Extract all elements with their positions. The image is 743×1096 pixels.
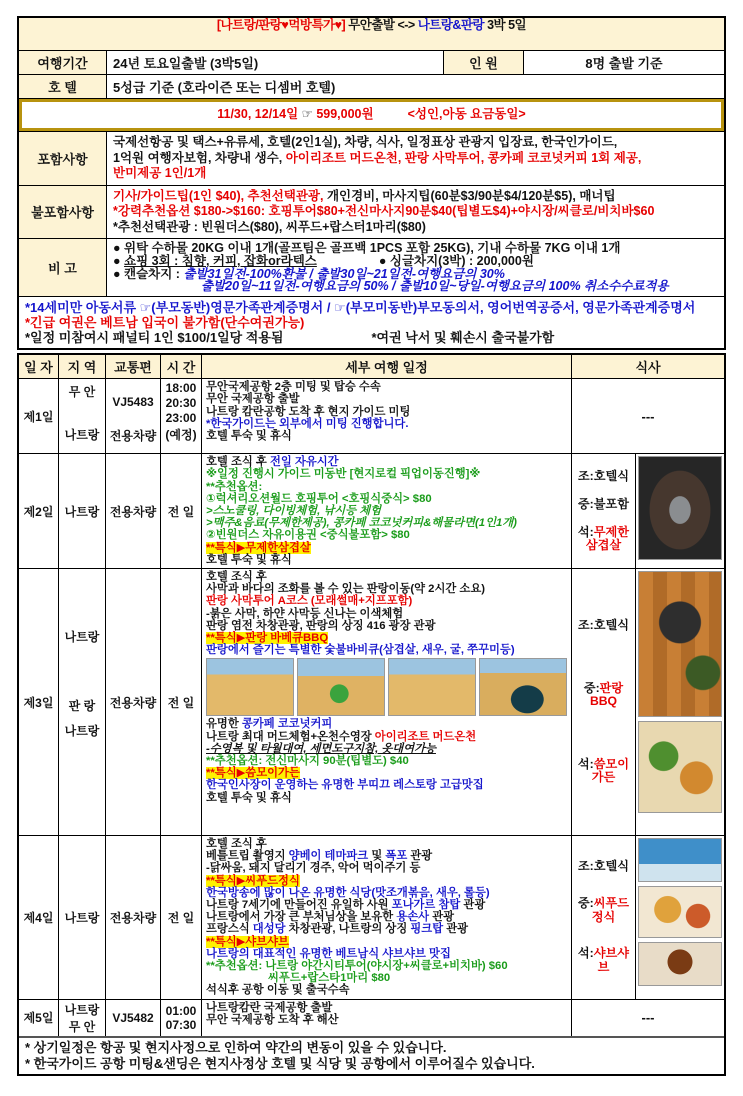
label-remark: 비 고 [19, 239, 107, 296]
meal-cell: --- [641, 408, 655, 424]
schedule-cell [202, 1000, 572, 1036]
text-line [206, 595, 412, 607]
text-line [206, 767, 300, 779]
text-line [206, 1002, 332, 1014]
text-segment: 무안 국제공항 도착 후 해산 [206, 1013, 339, 1026]
text-segment: 핑크탑 [410, 923, 444, 936]
time-cell: 전 일 [161, 454, 202, 568]
label-hotel: 호 텔 [19, 75, 107, 98]
meal-cell: --- [641, 1010, 655, 1026]
text-segment: -수영복 및 타월대여, 세면도구지참, 옷대여가능 [206, 742, 436, 755]
text-segment: 3박 5일 [484, 18, 527, 32]
text-segment: * 상기일정은 항공 및 현지사정으로 인하여 약간의 변동이 있을 수 있습니다. [25, 1039, 447, 1055]
price-banner [19, 99, 724, 131]
text-segment: ☞ [301, 107, 313, 122]
text-line [206, 571, 267, 583]
transport-cell: VJ5482 [106, 1000, 161, 1036]
text-segment: **특식▶샤브샤브 [206, 935, 289, 948]
included-row [19, 132, 724, 186]
excluded-row [19, 186, 724, 240]
text-line [206, 517, 517, 529]
text-line [206, 792, 292, 804]
transport-cell: 전용차량 [106, 569, 161, 835]
text-line [113, 220, 718, 236]
photo-phan-rang-bbq-table [638, 571, 722, 717]
excluded-content [107, 186, 724, 239]
text-segment: 호텔 조식 후 [206, 571, 267, 584]
photo-pork-bbq-grill [638, 456, 722, 560]
price-text [217, 107, 525, 123]
text-segment: 한국방송에 많이 나온 유명한 식당(맛조개볶음, 새우, 롤등) [206, 886, 490, 899]
text-segment: ※일정 진행시 가이드 미동반 [현지로컬 픽업이동진행]※ [206, 468, 481, 481]
hotel-row [19, 75, 724, 99]
meal-cell [572, 454, 636, 568]
text-segment: <성인,아동 요금동일> [407, 107, 526, 122]
text-segment: 나트랑의 대표적인 유명한 베트남식 샤브샤브 맛집 [206, 947, 451, 960]
text-segment: *긴급 여권은 베트남 입국이 불가함(단수여권가능) [25, 315, 305, 331]
text-segment: *한국가이드는 외부에서 미팅 진행합니다. [206, 417, 409, 430]
text-segment: **특식▶씀모이가든 [206, 767, 300, 780]
itinerary-row-day1 [19, 379, 724, 454]
text-segment: ②빈원더스 자유이용권 <중식불포함> $80 [206, 529, 410, 542]
text-line [25, 1040, 718, 1056]
text-segment: 전일 자유시간 [269, 456, 339, 469]
day-label: 제3일 [19, 569, 59, 835]
transport-cell: VJ5483 전용차량 [106, 379, 161, 453]
text-segment: 나트랑&판랑 [417, 18, 485, 32]
meal-line: 조:호텔식 [577, 468, 630, 483]
region-cell: 나트랑 [59, 454, 106, 568]
region-cell: 무 안 나트랑 [59, 379, 106, 453]
page-title [19, 18, 724, 50]
text-line [206, 430, 292, 442]
text-line [206, 1014, 339, 1026]
label-persons: 인 원 [444, 51, 524, 74]
text-segment: 아이리조트 머드온천 [374, 730, 477, 743]
text-segment: 관광 [460, 899, 486, 912]
itinerary-header-row [19, 355, 724, 379]
photo-yangbay-park [638, 838, 722, 882]
text-segment: 1억원 여행자보험, 차량내 생수, [113, 150, 286, 165]
text-line [206, 381, 381, 393]
text-segment: 베틀트립 촬영지 [206, 850, 289, 863]
text-line [25, 1056, 718, 1072]
text-line [206, 838, 267, 850]
text-segment: 폭포 [385, 850, 408, 863]
text-segment: 개인경비, 마사지팁(60분$3/90분$4/120분$5), 매너팁 [326, 188, 616, 203]
column-header-day: 일 자 [19, 355, 59, 378]
text-segment: 국제선항공 및 택스+유류세, 호텔(2인1실), 차량, 식사, 일정표상 관광지 입장료, 한국인가이드, [113, 135, 618, 149]
text-line [217, 107, 525, 123]
day-label: 제4일 [19, 836, 59, 999]
text-segment: 사막과 바다의 조화를 볼 수 있는 판랑이동(약 2시간 소요) [206, 583, 485, 596]
text-line [206, 644, 515, 656]
text-segment: 나트랑에서 가장 큰 부처님상을 보유한 [206, 911, 397, 924]
text-line [206, 911, 454, 923]
text-line [206, 936, 289, 948]
text-segment: 콩카페 코코넛커피 [241, 718, 333, 731]
remark-content [107, 239, 724, 296]
photo-cell [636, 569, 724, 835]
text-line [206, 779, 484, 791]
text-segment: 판랑에서 즐기는 특별한 숯불바비큐(삼겹살, 새우, 굴, 쭈꾸미등) [206, 644, 515, 657]
text-segment: 호텔 투숙 및 휴식 [206, 553, 292, 566]
label-travel-period: 여행기간 [19, 51, 107, 74]
travel-period-row [19, 51, 724, 75]
time-cell: 전 일 [161, 836, 202, 999]
column-header-transport: 교통편 [106, 355, 161, 378]
day-label: 제5일 [19, 1000, 59, 1036]
text-line [206, 418, 408, 430]
photo-cell [636, 454, 724, 568]
itinerary-row-day3 [19, 569, 724, 836]
text-segment: 프랑스식 [206, 923, 253, 936]
text-segment: **추천옵션: [206, 480, 263, 493]
schedule-cell [202, 569, 572, 835]
transport-cell: 전용차량 [106, 454, 161, 568]
text-line [206, 718, 332, 730]
text-segment: 석식후 공항 이동 및 출국수속 [206, 984, 350, 997]
remark-row [19, 239, 724, 297]
text-segment: 씨푸드+랍스타1마리 $80 [268, 972, 391, 985]
text-segment: *여권 낙서 및 훼손시 출국불가함 [371, 330, 555, 346]
text-segment: 아이리조트 머드온천, 판랑 사막투어, 콩카페 코코넛커피 1회 제공, [285, 150, 642, 165]
text-segment: 차창관광, 나트랑의 상징 [285, 923, 411, 936]
text-segment: 반미제공 1인/1개 [113, 166, 207, 180]
text-segment: 무안국제공항 2층 미팅 및 탑승 수속 [206, 381, 381, 394]
text-segment: 관광 [443, 923, 469, 936]
text-line [206, 899, 485, 911]
text-segment: *일정 미참여시 패널티 1인 $100/1일당 적용됨 [25, 330, 284, 346]
text-segment: **추천옵션: 전신마사지 90분(팁별도) $40 [206, 755, 409, 768]
photo-dune-jeep-tour [297, 658, 385, 716]
meal-line: 중:불포함 [577, 496, 630, 511]
meal-line: 중:판랑BBQ [583, 680, 624, 709]
text-segment: *추천선택관광 : 빈원더스($80), 씨푸드+랍스터1마리($80) [113, 219, 426, 234]
text-segment: 599,000원 [312, 107, 374, 122]
transport-cell: 전용차량 [106, 836, 161, 999]
text-line [206, 620, 435, 632]
photo-sand-sledding [388, 658, 476, 716]
text-segment: 용손사 [396, 911, 430, 924]
document-notes-row [19, 297, 724, 348]
document-notes [19, 297, 724, 348]
text-line [206, 960, 508, 972]
text-segment: 판랑 사막투어 A코스 (모래썰매+지프포함) [206, 595, 413, 608]
column-header-region: 지 역 [59, 355, 106, 378]
text-segment: 한국인사장이 운영하는 유명한 부띠끄 레스토랑 고급맛집 [206, 779, 484, 792]
text-line [206, 406, 410, 418]
itinerary-table [17, 353, 726, 1075]
text-segment: ● 위탁 수하물 20KG 이내 1개(골프팀은 골프백 1PCS 포함 25KG), 기내 수하물 7KG 이내 1개 [113, 241, 621, 255]
text-segment: ①럭셔리오션월드 호핑투어 <호핑식중식> $80 [206, 492, 432, 505]
photo-dune-lake [479, 658, 567, 716]
text-segment: 대성당 [252, 923, 286, 936]
label-excluded: 불포함사항 [19, 186, 107, 239]
photo-shabu-hotpot [638, 942, 722, 986]
text-segment: 양베이 테마파크 [288, 850, 369, 863]
text-line [113, 166, 718, 182]
itinerary-row-day5 [19, 1000, 724, 1038]
time-cell: 01:00 07:30 [161, 1000, 202, 1036]
text-line [206, 972, 390, 984]
travel-period-value: 24년 토요일출발 (3박5일) [107, 51, 444, 74]
persons-value: 8명 출발 기준 [585, 56, 663, 71]
time-cell: 전 일 [161, 569, 202, 835]
text-line [113, 189, 718, 205]
text-line [206, 583, 485, 595]
text-line [206, 875, 300, 887]
text-line [206, 542, 311, 554]
meal-cell [572, 569, 636, 835]
schedule-cell [202, 836, 572, 999]
text-segment: 나트랑 캄란공항 도착 후 현지 가이드 미팅 [206, 405, 411, 418]
text-line [113, 280, 718, 293]
text-segment: >스노쿨링, 다이빙체험, 낚시등 체험 [206, 505, 382, 517]
text-segment: 기사/가이드팁(1인 $40), 추천선택관광, [113, 188, 327, 203]
text-segment: 호텔 투숙 및 휴식 [206, 791, 292, 804]
text-line [206, 743, 436, 755]
label-included: 포함사항 [19, 132, 107, 185]
text-segment: * 한국가이드 공항 미팅&샌딩은 현지사정상 호텔 및 식당 및 공항에서 이루어질수 있습니다. [25, 1055, 535, 1071]
time-cell: 18:00 20:30 23:00 (예정) [161, 379, 202, 453]
meal-line: 석:무제한 삼겹살 [577, 524, 630, 553]
text-segment: 호텔 투숙 및 휴식 [206, 430, 292, 442]
text-segment: 및 [368, 850, 386, 863]
text-segment: 나트랑캄란 국제공항 출발 [206, 1001, 333, 1014]
column-header-schedule: 세부 여행 일정 [202, 355, 572, 378]
meal-line: 조:호텔식 [577, 859, 630, 874]
text-line [206, 608, 403, 620]
text-segment: 관광 [429, 911, 455, 924]
text-segment: 출발20일~11일전-여행요금의 50% / 출발10일~당일-여행요금의 100% 취소수수료적용 [201, 279, 669, 294]
day-label: 제1일 [19, 379, 59, 453]
region-cell: 나트랑 판 랑 나트랑 [59, 569, 106, 835]
text-segment: >맥주&음료(무제한제공), 콩카페 코코넛커피&해물라면(1인1개) [206, 517, 517, 530]
text-line [25, 315, 718, 330]
day-label: 제2일 [19, 454, 59, 568]
text-line [206, 755, 409, 767]
column-header-time: 시 간 [161, 355, 202, 378]
header-info-box [17, 16, 726, 350]
text-line [206, 948, 451, 960]
text-line [206, 393, 300, 405]
region-cell: 나트랑 무 안 [59, 1000, 106, 1036]
region-cell: 나트랑 [59, 836, 106, 999]
text-line [206, 505, 381, 517]
text-segment: ● [113, 253, 125, 268]
text-segment: 11/30, 12/14일 [217, 107, 302, 122]
text-segment: 나트랑 7세기에 만들어진 유일하 사원 [206, 899, 392, 912]
text-line [113, 135, 718, 151]
text-line [206, 850, 432, 862]
text-segment: -닭싸움, 돼지 달리기 경주, 악어 먹이주기 등 [206, 862, 421, 875]
text-segment: *14세미만 아동서류 ☞(부모동반)영문가족관계증명서 / ☞(부모미동반)부모동의서, 영어번역공증서, 영문가족관계증명서 [25, 300, 696, 316]
text-segment: 유명한 [206, 718, 242, 731]
text-line [206, 554, 292, 566]
text-line [206, 529, 410, 541]
text-segment: 판랑 염전 차창관광, 판랑의 상징 416 광장 관광 [206, 619, 436, 632]
text-line [206, 493, 432, 505]
text-line [206, 862, 420, 874]
text-segment: **특식▶판랑 바베큐BBQ [206, 632, 329, 645]
meal-cell [572, 836, 636, 999]
meal-line: 석:씀모이 가든 [577, 756, 630, 785]
text-segment: 무안 국제공항 출발 [206, 393, 300, 406]
text-line [19, 18, 724, 34]
text-segment: ● 싱글차지(3박) : 200,000원 [378, 253, 534, 268]
tour-itinerary-document [17, 16, 726, 1076]
text-segment: 나트랑 최대 머드체험+온천수영장 [206, 730, 375, 743]
itinerary-row-day2 [19, 454, 724, 569]
text-line [113, 204, 718, 220]
meal-line: 석:샤브샤브 [577, 946, 630, 974]
text-line [206, 468, 480, 480]
text-line [206, 456, 339, 468]
text-line [206, 923, 468, 935]
title-row [19, 18, 724, 51]
text-line [206, 481, 262, 493]
photo-cell [636, 836, 724, 999]
text-segment: 포나가르 참탑 [391, 899, 461, 912]
text-segment: **특식▶씨푸드정식 [206, 874, 300, 887]
text-line [25, 300, 718, 315]
included-content [107, 132, 724, 185]
text-line [206, 984, 350, 996]
text-line [206, 731, 476, 743]
itinerary-row-day4 [19, 836, 724, 1000]
text-segment: 쇼핑 3회 : 침향, 커피, 잡화or라텍스 [124, 253, 317, 268]
text-segment: 출발31일전-100%환불 / 출발30일~21일전-여행요금의 30% [183, 266, 505, 281]
text-segment: 호텔 조식 후 [206, 456, 270, 469]
schedule-cell [202, 379, 572, 453]
meal-line: 중:씨푸드 정식 [577, 896, 630, 924]
price-row [19, 99, 724, 132]
text-segment: **추천옵션: 나트랑 야간시티투어(야시장+씨클로+비치바) $60 [206, 960, 508, 973]
meal-line: 조:호텔식 [577, 618, 630, 633]
footer-notes [19, 1038, 724, 1074]
text-segment: [나트랑/판랑♥먹방특가♥] [216, 18, 349, 32]
hotel-value: 5성급 기준 (호라이즌 또는 디셈버 호텔) [113, 80, 336, 95]
text-segment: ● 캔슬차지 : [113, 266, 184, 281]
text-line [113, 151, 718, 167]
inline-photo-strip [206, 658, 567, 716]
itinerary-days [19, 379, 724, 1037]
text-segment: -붉은 사막, 하얀 사막등 신나는 이색체험 [206, 607, 404, 620]
photo-red-sand-dune [206, 658, 294, 716]
text-line [206, 632, 328, 644]
text-segment: *강력추천옵션 $180->$160: 호핑투어$80+전신마사지90분$40(팁별도$4)+야시장/씨클로/비치바$60 [113, 204, 655, 218]
photo-seafood-set [638, 886, 722, 938]
text-segment: **특식▶무제한삼겹살 [206, 541, 311, 554]
text-line [206, 887, 490, 899]
photo-xom-moi-garden-dishes [638, 721, 722, 813]
text-segment: 호텔 조식 후 [206, 838, 267, 851]
column-header-meal: 식사 [635, 360, 661, 376]
schedule-cell [202, 454, 572, 568]
text-line [25, 330, 718, 345]
text-segment: 무안출발 <-> [348, 18, 418, 32]
text-segment: 관광 [407, 850, 433, 863]
